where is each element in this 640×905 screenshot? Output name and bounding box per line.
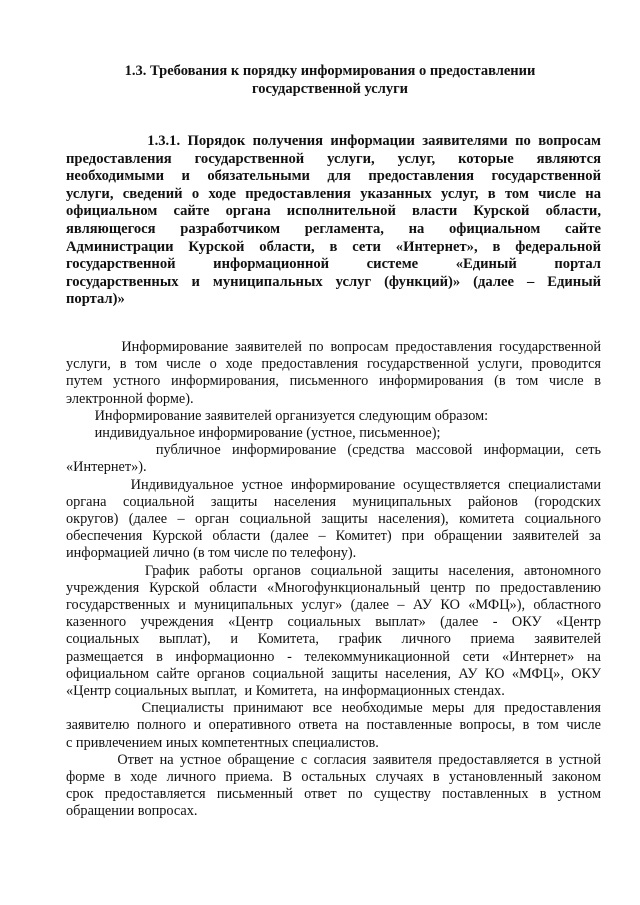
body-line: обращении вопросах. (66, 803, 198, 820)
subsection-line: 1.3.1. Порядок получения информации заявителями по вопросам (147, 133, 601, 149)
body-line: Индивидуальное устное информирование осуществляется специалистами (130, 476, 602, 493)
body-line: услуги, в том числе о ходе предоставления государственной услуги, проводится (66, 356, 601, 373)
body-line: государственных и муниципальных услуг» (далее – АУ КО «МФЦ»), областного (66, 597, 601, 614)
body-line: форме в ходе личного приема. В остальных случаях в установленный законом (66, 769, 601, 786)
body-line: округов) (далее – орган социальной защиты населения), комитета социального (66, 511, 601, 528)
subsection-line: услуги, сведений о ходе предоставления указанных услуг, в том числе на (66, 185, 601, 202)
subsection-line: предоставления государственной услуги, услуг, которые являются (66, 150, 601, 167)
subsection-line: являющегося разработчиком регламента, на официальном сайте (66, 220, 601, 237)
subsection-line: официальном сайте органа исполнительной власти Курской области, (66, 203, 601, 220)
subsection-line: портал)» (66, 291, 125, 308)
body-line: индивидуальное информирование (устное, письменное); (66, 425, 441, 442)
body-line: Информирование заявителей по вопросам предоставления государственной (121, 339, 602, 355)
body-line: путем устного информирования, письменного информирования (в том числе в (66, 373, 601, 390)
section-heading-line: 1.3. Требования к порядку информирования о предоставлении (124, 63, 536, 79)
subsection-line: необходимыми и обязательными для предоставления государственной (66, 168, 601, 185)
body-line: с привлечением иных компетентных специалистов. (66, 734, 379, 751)
body-line: Информирование заявителей организуется следующим образом: (66, 407, 489, 424)
body-line: заявителю полного и оперативного ответа на поставленные вопросы, в том числе (66, 717, 601, 734)
body-line: электронной форме). (66, 390, 194, 407)
body-line: обеспечения Курской области (далее – Комитет) при обращении заявителей за (66, 528, 601, 545)
body-line: Ответ на устное обращение с согласия заявителя предоставляется в устной (117, 751, 601, 768)
body-line: График работы органов социальной защиты населения, автономного (144, 562, 601, 579)
body-line: «Интернет»). (66, 459, 147, 476)
body-line: размещается в информационно - телекоммуникационной сети «Интернет» на (66, 648, 601, 665)
subsection-line: государственных и муниципальных услуг (функций)» (далее – Единый (66, 273, 601, 290)
body-line: официальном сайте органов социальной защиты населения, АУ КО «МФЦ», ОКУ (66, 665, 601, 682)
section-heading (60, 62, 600, 98)
body-line: публичное информирование (средства массовой информации, сеть (155, 442, 601, 459)
body-line: учреждения Курской области «Многофункциональный центр по предоставлению (66, 579, 601, 596)
body-line: Специалисты принимают все необходимые меры для предоставления (141, 700, 601, 717)
body-text (66, 339, 601, 821)
subsection-line: Администрации Курской области, в сети «Интернет», в федеральной (66, 238, 601, 255)
body-line: социальных выплат), и Комитета, график личного приема заявителей (66, 631, 601, 648)
section-heading-line: государственной услуги (251, 81, 409, 97)
body-line: органа социальной защиты населения муниципальных районов (городских (66, 493, 601, 510)
body-line: «Центр социальных выплат, и Комитета, на информационных стендах. (66, 683, 505, 700)
subsection-paragraph (66, 133, 601, 309)
subsection-line: государственной информационной системе «Единый портал (66, 256, 601, 273)
body-line: срок предоставляется письменный ответ по существу поставленных в устном (66, 786, 601, 803)
body-line: казенного учреждения «Центр социальных выплат» (далее - ОКУ «Центр (66, 614, 601, 631)
body-line: информацией лично (в том числе по телефону). (66, 545, 357, 562)
